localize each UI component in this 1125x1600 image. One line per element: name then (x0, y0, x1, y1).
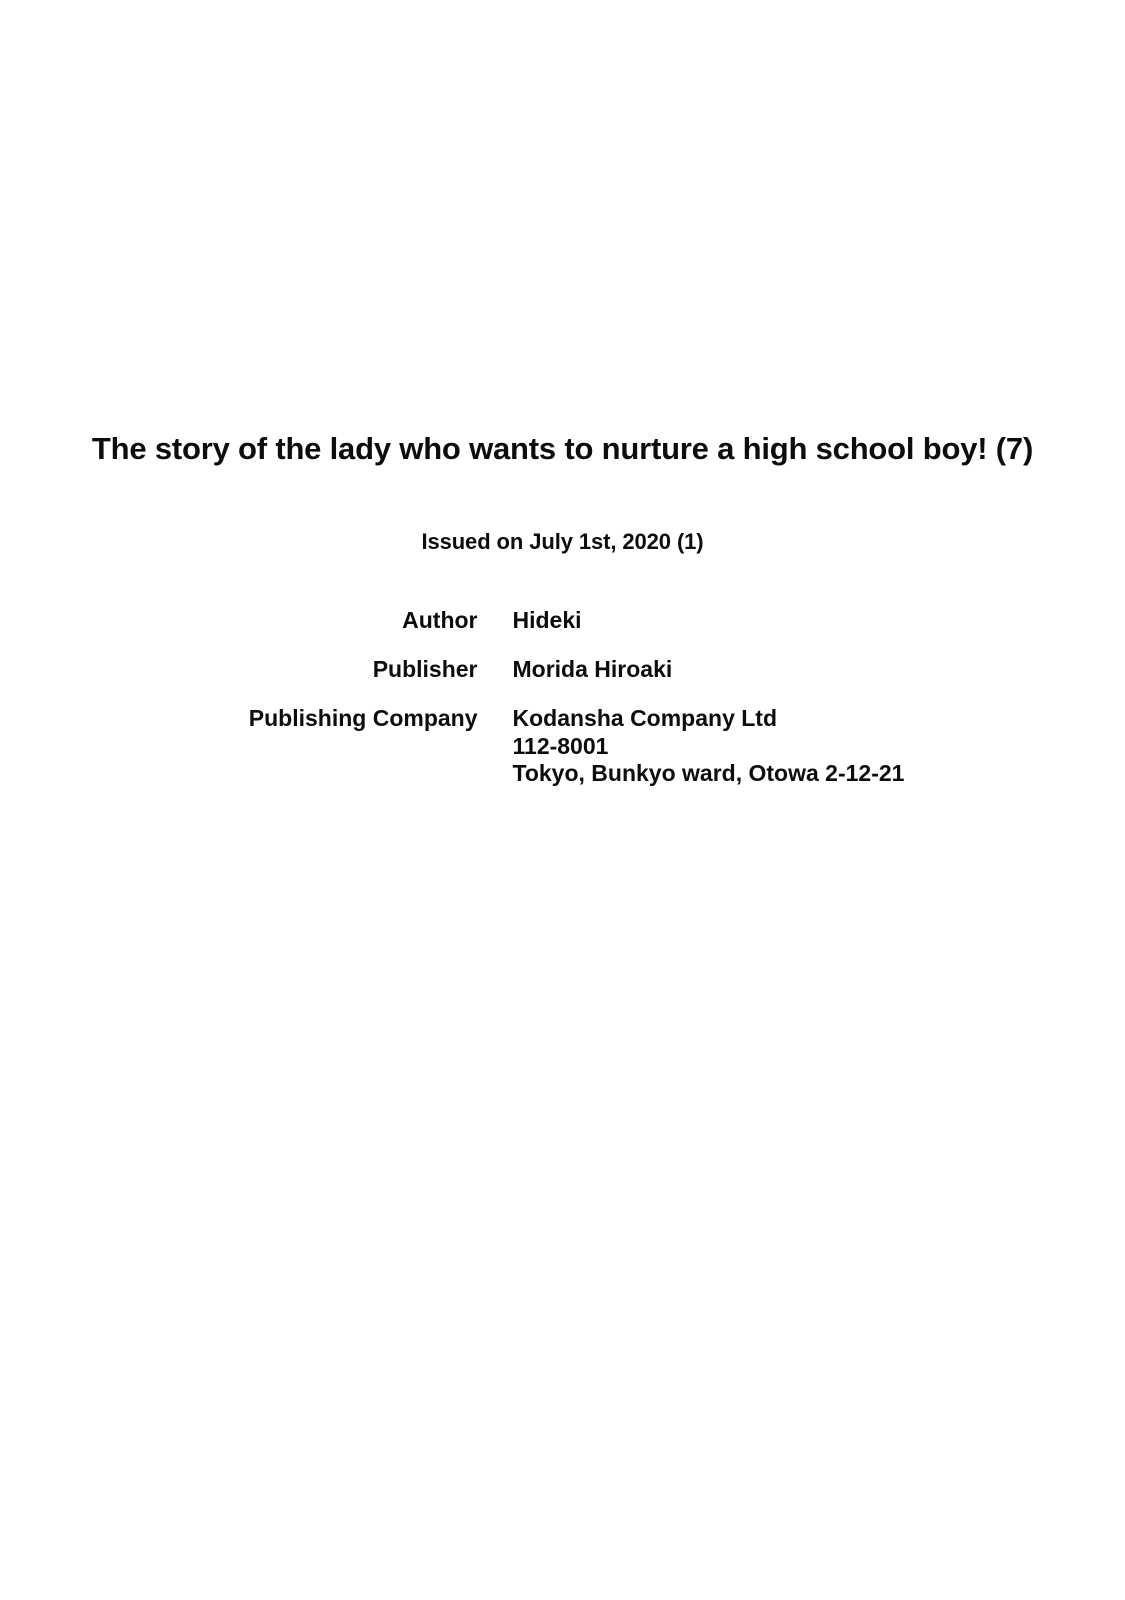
credit-row-publishing-company (0, 705, 1125, 786)
credit-value-publishing-company (513, 705, 953, 786)
credit-value-line: Kodansha Company Ltd (512, 705, 778, 732)
credit-value-line: Morida Hiroaki (512, 656, 673, 683)
credit-value-line: Tokyo, Bunkyo ward, Otowa 2-12-21 (512, 759, 905, 786)
credit-value-publisher (513, 656, 953, 683)
credits-list (0, 607, 1125, 787)
credit-label-publisher: Publisher (372, 656, 478, 683)
credit-row-publisher (0, 656, 1125, 683)
credit-value-line: 112-8001 (512, 732, 609, 759)
issue-date-line: Issued on July 1st, 2020 (1) (421, 529, 704, 555)
credit-value-line: Hideki (512, 607, 582, 634)
credit-label-author: Author (402, 607, 478, 634)
colophon-block (0, 430, 1125, 787)
credit-value-author (513, 607, 953, 634)
credit-row-author (0, 607, 1125, 634)
credit-label-publishing-company: Publishing Company (248, 705, 478, 732)
page-title: The story of the lady who wants to nurture a high school boy! (7) (91, 431, 1034, 466)
